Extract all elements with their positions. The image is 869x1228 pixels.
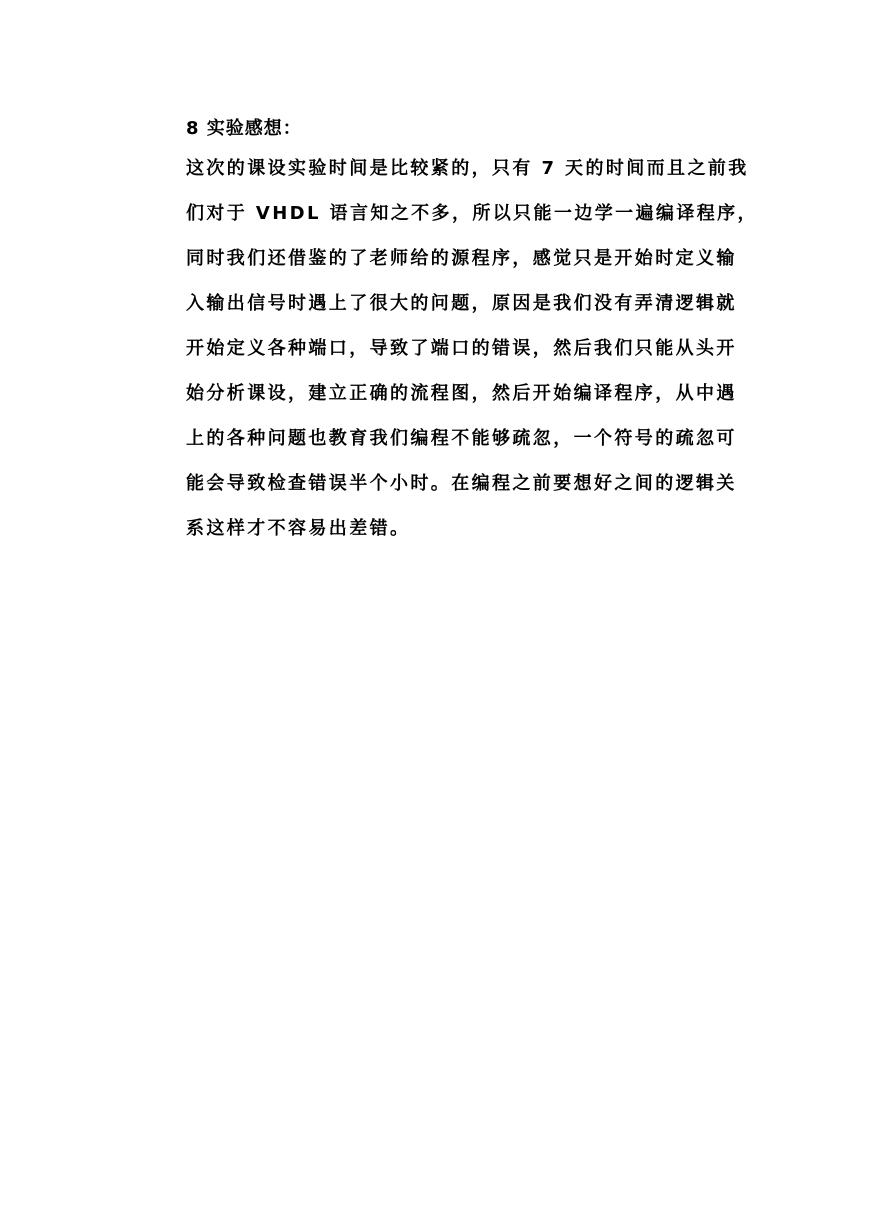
- paragraph-line: 这次的课设实验时间是比较紧的，只有 7 天的时间而且之前我: [186, 158, 749, 179]
- paragraph-line: 入输出信号时遇上了很大的问题，原因是我们没有弄清逻辑就: [186, 293, 737, 314]
- paragraph-line: 同时我们还借鉴的了老师给的源程序，感觉只是开始时定义输: [186, 248, 737, 269]
- paragraph-line: 系这样才不容易出差错。: [186, 518, 411, 539]
- section-heading: 8 实验感想：: [186, 118, 302, 139]
- document-body: [186, 112, 758, 551]
- paragraph-line: 们对于 VHDL 语言知之不多，所以只能一边学一遍编译程序，: [186, 203, 758, 224]
- paragraph-line: 能会导致检查错误半个小时。在编程之前要想好之间的逻辑关: [186, 473, 737, 494]
- paragraph-line: 始分析课设，建立正确的流程图，然后开始编译程序，从中遇: [186, 383, 737, 404]
- paragraph-line: 开始定义各种端口，导致了端口的错误，然后我们只能从头开: [186, 338, 737, 359]
- paragraph-line: 上的各种问题也教育我们编程不能够疏忽，一个符号的疏忽可: [186, 428, 737, 449]
